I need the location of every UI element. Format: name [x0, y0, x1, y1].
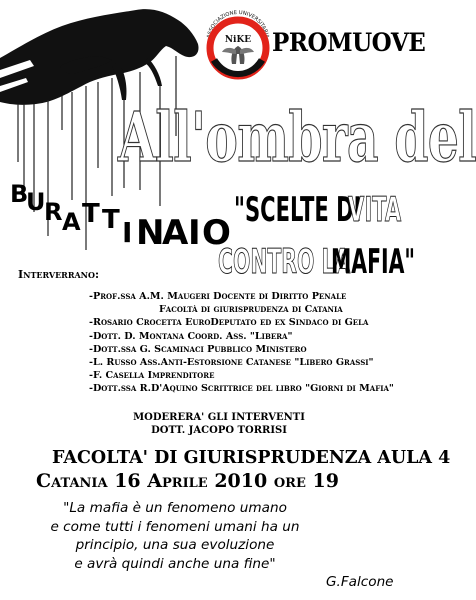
- title-vita: VITA: [348, 190, 402, 230]
- date-text: Catania 16 Aprile 2010 ore 19: [36, 470, 339, 492]
- title-scelte-di: "SCELTE DI: [234, 190, 362, 230]
- quote-line: e come tutti i fenomeni umani ha un: [50, 518, 300, 535]
- promuove-heading: PROMUOVE: [272, 28, 426, 57]
- quote-line: principio, una sua evoluzione: [75, 537, 275, 553]
- nike-association-logo: [200, 2, 276, 82]
- title-contro-la: CONTRO LA: [218, 242, 351, 282]
- letter-a2: A: [162, 213, 189, 253]
- logo-arc-text: ASSOCIAZIONE UNIVERSITARIA: [206, 9, 270, 39]
- quote-line: "La mafia è un fenomeno umano: [63, 500, 287, 516]
- title-line-1: All'ombra del: [118, 98, 476, 178]
- letter-t2: T: [102, 205, 120, 235]
- letter-u: U: [26, 188, 46, 216]
- moderator-block: [0, 411, 424, 437]
- logo-name: NiKE: [224, 35, 252, 45]
- speaker-list: [89, 290, 419, 396]
- letter-i1: I: [122, 216, 133, 249]
- speaker-item: -Prof.ssa A.M. Maugeri Docente di Diritto Penale: [89, 291, 347, 302]
- letter-o: O: [202, 213, 231, 253]
- speaker-item: -Dott. D. Montana Coord. Ass. "Libera": [89, 330, 293, 342]
- speaker-item: -F. Casella Imprenditore: [89, 370, 215, 382]
- title-mafia: MAFIA": [331, 242, 416, 282]
- speaker-item: -Dott.ssa R.D'Aquino Scrittrice del libro "Giorni di Mafia": [89, 383, 394, 395]
- speaker-item: -Rosario Crocetta EuroDeputato ed ex Sindaco di Gela: [89, 317, 369, 329]
- interverranno-label: Interverrano:: [18, 268, 100, 281]
- speaker-item: -Dott.ssa G. Scaminaci Pubblico Ministero: [89, 343, 307, 355]
- moderator-line: MODERERA' GLI INTERVENTI: [133, 412, 305, 423]
- letter-n: N: [136, 213, 165, 253]
- quote-line: e avrà quindi anche una fine": [74, 555, 276, 572]
- venue-text: FACOLTA' DI GIURISPRUDENZA AULA 4: [52, 448, 451, 468]
- quote-author: G.Falcone: [326, 574, 394, 590]
- speaker-item: -L. Russo Ass.Anti-Estorsione Catanese "Libero Grassi": [89, 357, 374, 369]
- moderator-name: DOTT. JACOPO TORRISI: [151, 425, 287, 436]
- letter-a: A: [62, 208, 81, 236]
- letter-t1: T: [82, 199, 100, 229]
- letter-r: R: [44, 198, 63, 226]
- speaker-item: Facoltà di giurisprudenza di Catania: [159, 304, 343, 316]
- burattinaio-word: [8, 180, 238, 253]
- falcone-quote: [10, 499, 340, 573]
- letter-b: B: [10, 180, 29, 208]
- letter-i2: I: [188, 213, 201, 253]
